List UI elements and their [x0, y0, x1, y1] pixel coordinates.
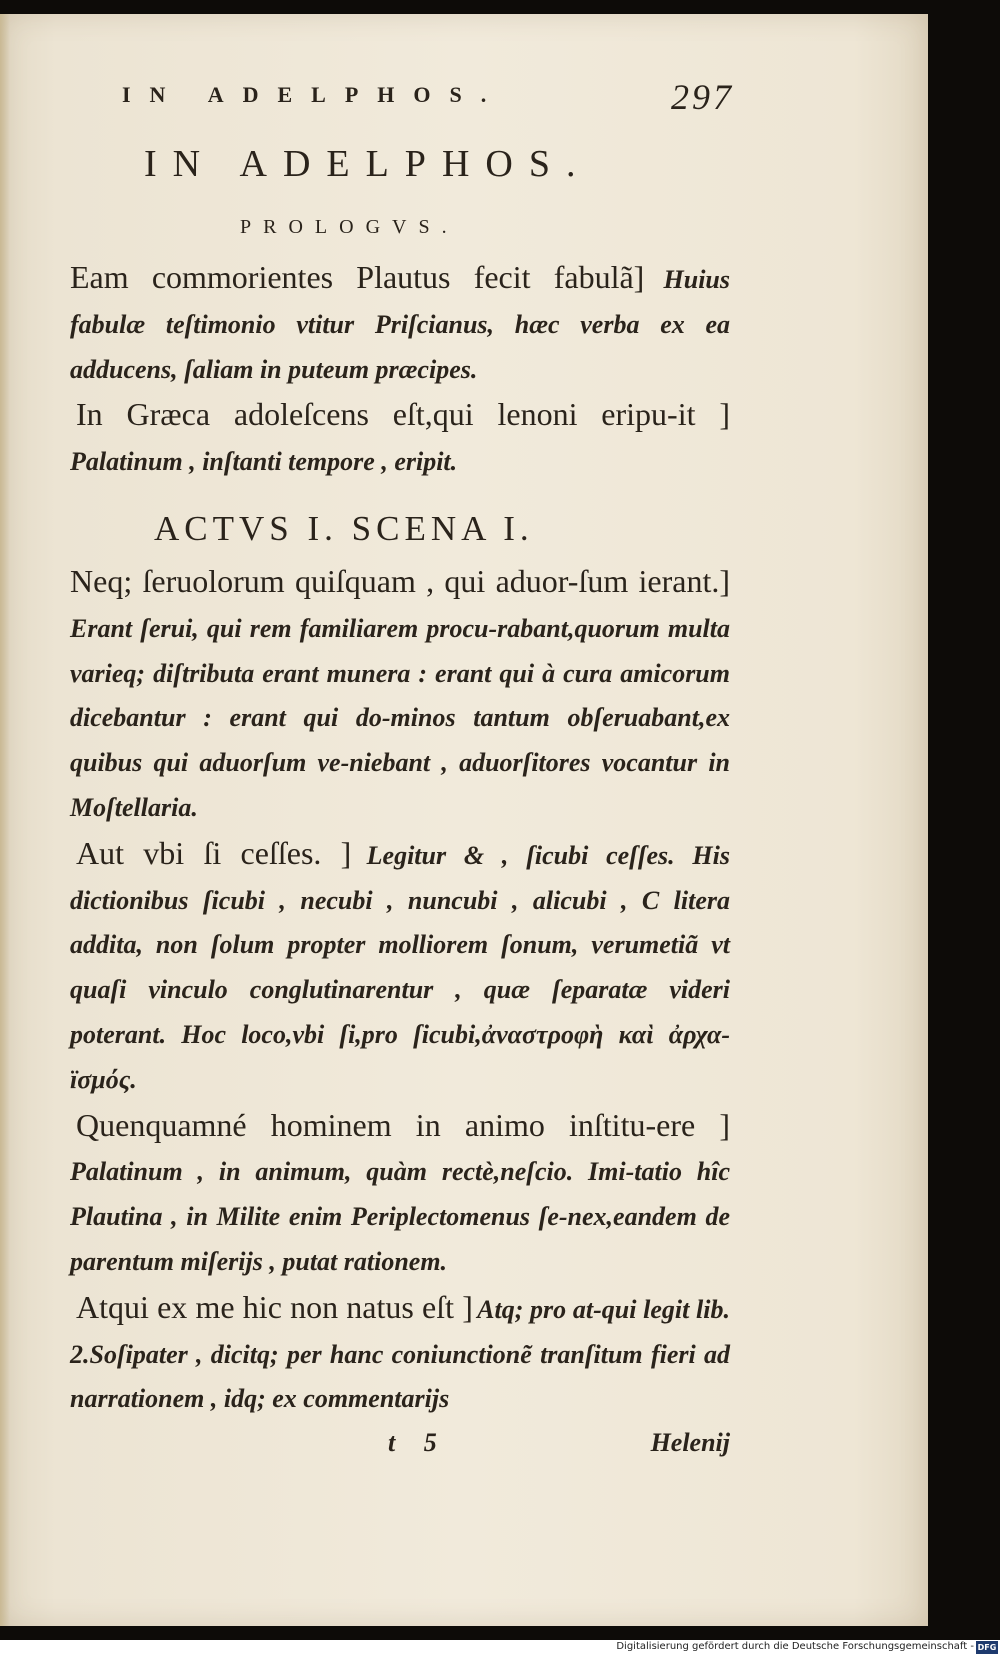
catchword: Helenij: [650, 1428, 730, 1458]
digitization-footer: [0, 1640, 1000, 1656]
footer-credit: Digitalisierung gefördert durch die Deutsche Forschungsgemeinschaft -: [616, 1641, 974, 1652]
main-title: IN ADELPHOS.: [144, 143, 592, 185]
page-number: 297: [671, 77, 734, 117]
commentary-entry: [70, 1287, 730, 1424]
commentary-entry: [70, 561, 730, 833]
entry-comment: Erant ſerui, qui rem familiarem procu-rabant,quorum multa varieq; diſtributa erant munera : erant qui à cura amicorum dicebantur : erant qui do-minos tantum obſeruabant,ex quibus qui aduorſum ve-niebant , aduorſitores vocantur in Moſtellaria.: [70, 613, 730, 822]
catchline: [70, 1426, 730, 1466]
signature-mark: t 5: [388, 1428, 437, 1458]
running-head-title: IN ADELPHOS.: [122, 82, 506, 107]
book-page: [0, 14, 928, 1626]
entry-lemma: Atqui ex me hic non natus eſt ]: [76, 1288, 473, 1325]
commentary-entry: [70, 257, 730, 394]
entry-comment: Atq; pro at-qui legit lib. 2.Soſipater , dicitq; per hanc coniunctionẽ tranſitum fieri ad narrationem , idq; ex commentarijs: [70, 1294, 731, 1414]
page-gutter-shadow: [0, 14, 10, 1626]
entry-comment: Palatinum , in animum, quàm rectè,neſcio. Imi-tatio hîc Plautina , in Milite enim Periplectomenus ſe-nex,eandem de parentum miſerijs , putat rationem.: [70, 1157, 730, 1276]
commentary-entry: [70, 1105, 730, 1287]
entry-comment: Palatinum , inſtanti tempore , eripit.: [70, 447, 458, 477]
commentary-entry: [70, 833, 730, 1105]
entry-comment: Huius fabulæ teſtimonio vtitur Priſcianus, hæc verba ex ea adducens, ſaliam in puteum præcipes.: [70, 265, 731, 384]
entry-lemma: Neq; ſeruolorum quiſquam , qui aduor-ſum ierant.]: [70, 562, 730, 599]
running-head: [70, 72, 734, 124]
entry-lemma: In Græca adoleſcens eſt,qui lenoni eripu-it ]: [76, 396, 730, 433]
act-title: ACTVS I. SCENA I.: [154, 508, 534, 548]
entry-lemma: Aut vbi ſi ceſſes. ]: [76, 834, 352, 871]
entry-lemma: Eam commorientes Plautus fecit fabulã]: [70, 259, 645, 295]
entry-comment: Legitur & , ſicubi ceſſes. His dictionibus ſicubi , necubi , nuncubi , alicubi , C litera addita, non ſolum propter molliorem ſonum, verumetiã vt quaſi vinculo conglutinarentur , quæ ſeparatæ videri poterant. Hoc loco,vbi ſi,pro ſicubi,ἀναστροφὴ καὶ ἀρχα-ϊσμός.: [70, 840, 730, 1094]
dfg-logo-icon: DFG: [977, 1643, 997, 1652]
entry-lemma: Quenquamné hominem in animo inſtitu-ere ]: [76, 1106, 730, 1143]
section-title: PROLOGVS.: [240, 216, 459, 238]
commentary-entry: [70, 394, 730, 487]
text-block: [70, 72, 734, 1466]
